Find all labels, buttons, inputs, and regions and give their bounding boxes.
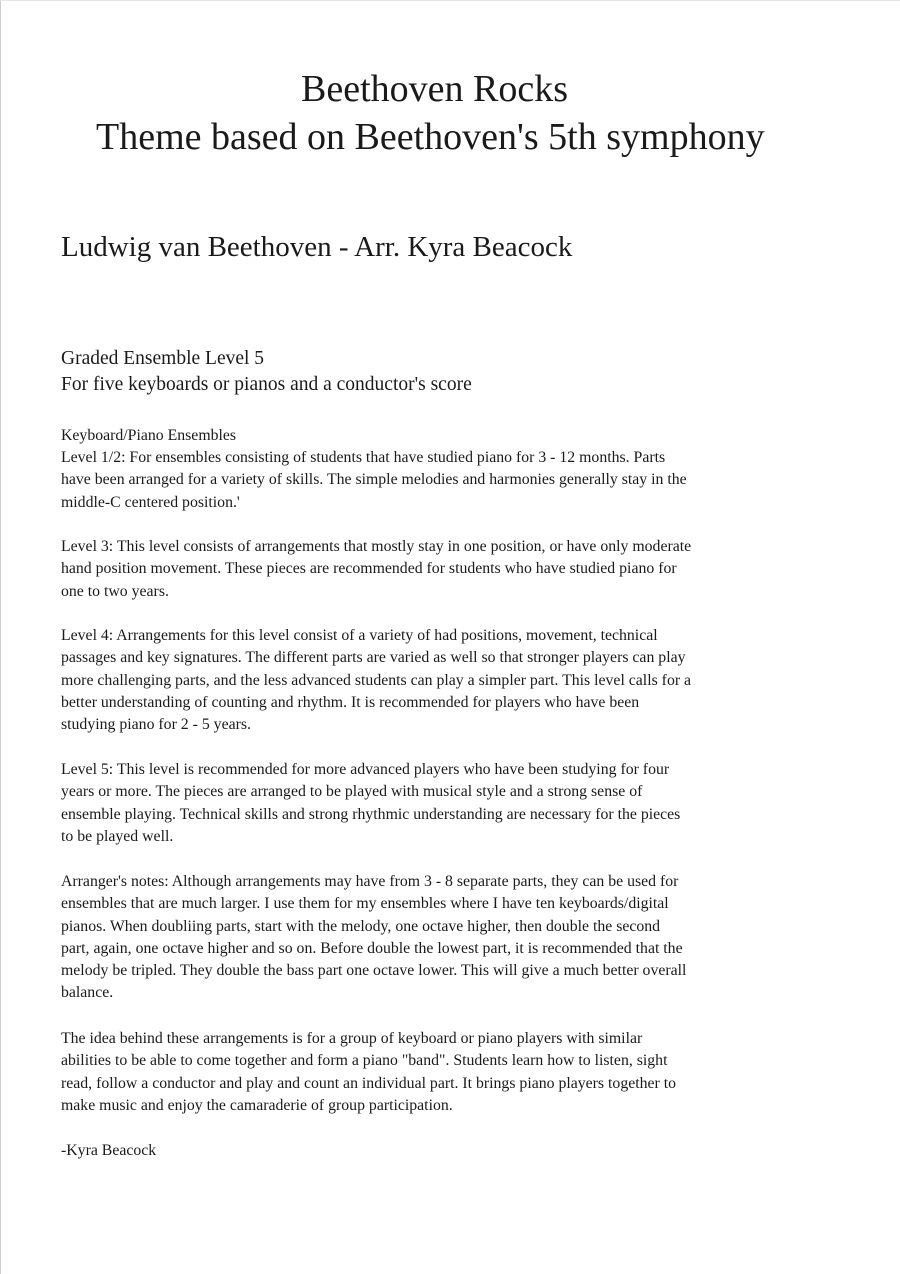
paragraph-level-5 [61,759,851,848]
paragraph-line: one to two years. [61,582,169,600]
paragraph-line: The idea behind these arrangements is for a group of keyboard or piano players with similar [61,1030,643,1047]
paragraph-level-1-2 [61,447,851,514]
paragraph-line: passages and key signatures. The different parts are varied as well so that stronger players can play [61,649,686,667]
paragraph-line: Level 5: This level is recommended for more advanced players who have been studying for four [61,761,670,778]
paragraph-line: Level 4: Arrangements for this level consist of a variety of had positions, movement, technical [61,627,658,644]
paragraph-line: hand position movement. These pieces are recommended for students who have studied piano for [61,560,677,578]
paragraph-line: ensembles that are much larger. I use them for my ensembles where I have ten keyboards/digital [61,895,669,913]
paragraph-line: studying piano for 2 - 5 years. [61,716,251,734]
composer-credit: Ludwig van Beethoven - Arr. Kyra Beacock [61,231,573,263]
paragraph-line: part, again, one octave higher and so on. Before double the lowest part, it is recommended that the [61,939,683,957]
signature-text: -Kyra Beacock [61,1142,157,1159]
title-line-2: Theme based on Beethoven's 5th symphony [96,116,765,158]
paragraph-level-4 [61,625,851,736]
paragraph-line: ensemble playing. Technical skills and strong rhythmic understanding are necessary for the pieces [61,805,681,823]
section-heading [61,425,851,447]
signature [61,1140,851,1162]
paragraph-level-3 [61,536,851,603]
paragraph-line: better understanding of counting and rhythm. It is recommended for players who have been [61,693,640,711]
paragraph-line: Arranger's notes: Although arrangements may have from 3 - 8 separate parts, they can be used for [61,873,679,890]
paragraph-line: years or more. The pieces are arranged to be played with musical style and a strong sense of [61,783,643,801]
paragraph-line: make music and enjoy the camaraderie of group participation. [61,1096,453,1114]
section-heading-text: Keyboard/Piano Ensembles [61,427,237,444]
title-line-1: Beethoven Rocks [301,68,569,110]
paragraph-line: abilities to be able to come together and form a piano "band". Students learn how to listen, sight [61,1052,668,1070]
paragraph-line: Level 1/2: For ensembles consisting of students that have studied piano for 3 - 12 months. Parts [61,449,666,466]
paragraph-line: more challenging parts, and the less advanced students can play a simpler part. This level calls for a [61,671,692,689]
paragraph-line: middle-C centered position.' [61,493,240,511]
grade-level: Graded Ensemble Level 5 [61,348,265,369]
paragraph-line: balance. [61,984,114,1002]
paragraph-line: to be played well. [61,827,174,845]
paragraph-line: read, follow a conductor and play and count an individual part. It brings piano players together to [61,1074,677,1092]
paragraph-line: Level 3: This level consists of arrangements that mostly stay in one position, or have only moderate [61,538,692,555]
instrumentation: For five keyboards or pianos and a conductor's score [61,374,472,395]
paragraph-line: have been arranged for a variety of skills. The simple melodies and harmonies generally stay in the [61,471,687,489]
paragraph-line: pianos. When doubliing parts, start with the melody, one octave higher, then double the second [61,917,661,935]
paragraph-line: melody be tripled. They double the bass part one octave lower. This will give a much better overall [61,962,687,980]
paragraph-idea [61,1028,851,1117]
paragraph-arranger-notes [61,871,851,1005]
